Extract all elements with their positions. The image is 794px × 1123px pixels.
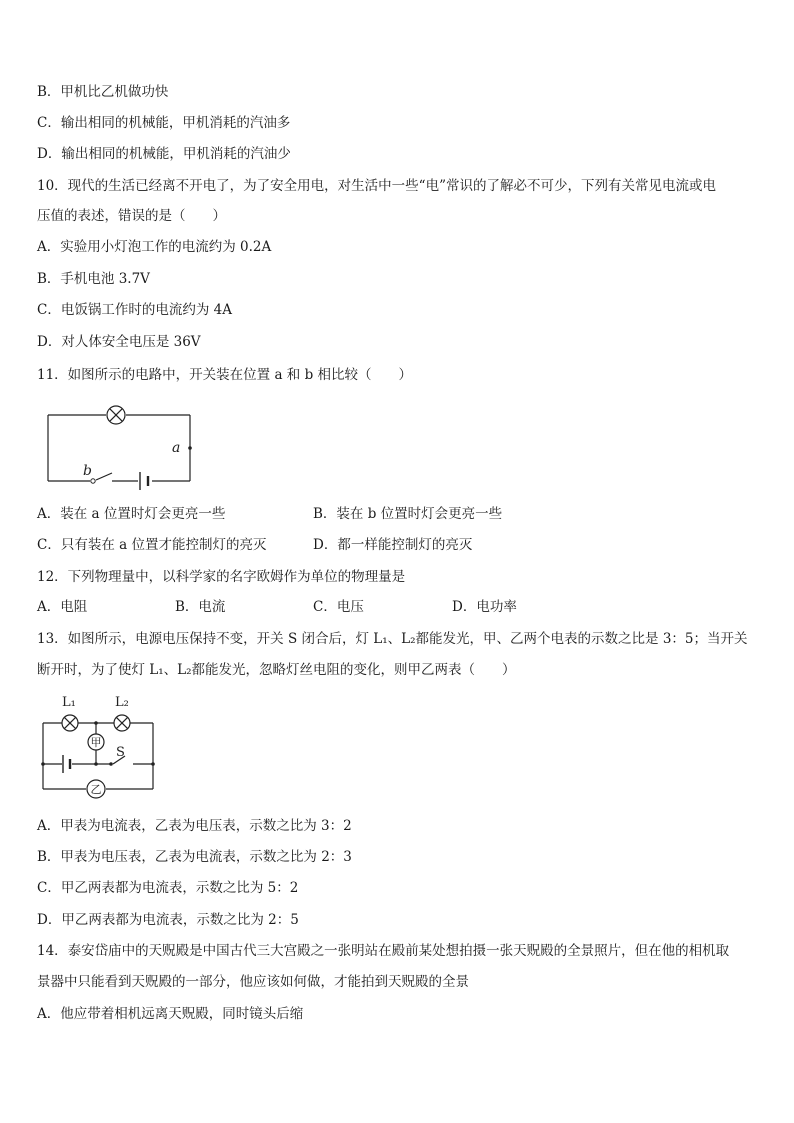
q14-stem-line1: 14．泰安岱庙中的天贶殿是中国古代三大宫殿之一张明站在殿前某处想拍摄一张天贶殿的全景照片，但在他的相机取 (37, 943, 730, 959)
q10-stem-line2: 压值的表述，错误的是（ ） (37, 208, 226, 224)
q9-option-d: D．输出相同的机械能，甲机消耗的汽油少 (37, 146, 291, 162)
q12-stem: 12．下列物理量中，以科学家的名字欧姆作为单位的物理量是 (37, 569, 406, 585)
q10-option-c: C．电饭锅工作时的电流约为 4A (37, 302, 232, 318)
q13-label-s: S (116, 745, 125, 760)
q11-lamp-icon (107, 406, 125, 424)
q13-meter-jia-icon (88, 734, 104, 750)
q13-option-a: A．甲表为电流表，乙表为电压表，示数之比为 3：2 (37, 818, 352, 834)
q11-label-b: b (83, 463, 92, 479)
q13-battery-icon (63, 755, 70, 773)
q11-circuit-figure (40, 400, 200, 500)
q11-option-b: B．装在 b 位置时灯会更亮一些 (313, 506, 503, 522)
q13-meter-jia-label: 甲 (90, 736, 102, 749)
q13-circuit-figure (37, 688, 157, 803)
q14-option-a: A．他应带着相机远离天贶殿，同时镜头后缩 (37, 1006, 304, 1022)
q11-stem: 11．如图所示的电路中，开关装在位置 a 和 b 相比较（ ） (37, 367, 413, 383)
q13-option-d: D．甲乙两表都为电流表，示数之比为 2：5 (37, 912, 299, 928)
q11-option-a: A．装在 a 位置时灯会更亮一些 (37, 506, 226, 522)
q13-meter-yi-label: 乙 (90, 783, 102, 796)
q12-option-d: D．电功率 (452, 599, 517, 615)
q11-battery-icon (140, 472, 148, 490)
q13-stem-line2: 断开时，为了使灯 L₁、L₂都能发光，忽略灯丝电阻的变化，则甲乙两表（ ） (37, 662, 516, 678)
q13-lamp-l1-icon (62, 715, 78, 731)
q9-option-c: C．输出相同的机械能，甲机消耗的汽油多 (37, 115, 291, 131)
q11-switch-contact-icon (91, 479, 95, 483)
q12-option-a: A．电阻 (37, 599, 88, 615)
q14-stem-line2: 景器中只能看到天贶殿的一部分，他应该如何做，才能拍到天贶殿的全景 (37, 974, 469, 990)
q10-option-d: D．对人体安全电压是 36V (37, 334, 201, 350)
q12-option-c: C．电压 (313, 599, 364, 615)
q12-option-b: B．电流 (175, 599, 226, 615)
q11-option-c: C．只有装在 a 位置才能控制灯的亮灭 (37, 537, 267, 553)
q13-label-l2: L₂ (115, 695, 129, 710)
q13-stem-line1: 13．如图所示，电源电压保持不变，开关 S 闭合后，灯 L₁、L₂都能发光，甲、乙两个电表的示数之比是 3：5；当开关 (37, 631, 748, 647)
q10-option-a: A．实验用小灯泡工作的电流约为 0.2A (37, 239, 272, 255)
q10-stem-line1: 10．现代的生活已经离不开电了，为了安全用电，对生活中一些“电”常识的了解必不可少，下列有关常见电流或电 (37, 178, 716, 194)
q13-option-c: C．甲乙两表都为电流表，示数之比为 5：2 (37, 880, 299, 896)
q11-label-a: a (172, 440, 181, 456)
q11-node-a-icon (188, 446, 192, 450)
q11-option-d: D．都一样能控制灯的亮灭 (313, 537, 473, 553)
q10-option-b: B．手机电池 3.7V (37, 271, 150, 287)
q9-option-b: B．甲机比乙机做功快 (37, 84, 169, 100)
q13-label-l1: L₁ (62, 695, 76, 710)
q13-meter-yi-icon (87, 780, 105, 798)
q13-lamp-l2-icon (114, 715, 130, 731)
q13-switch-contact-icon (109, 762, 113, 766)
q13-option-b: B．甲表为电压表，乙表为电流表，示数之比为 2：3 (37, 849, 352, 865)
